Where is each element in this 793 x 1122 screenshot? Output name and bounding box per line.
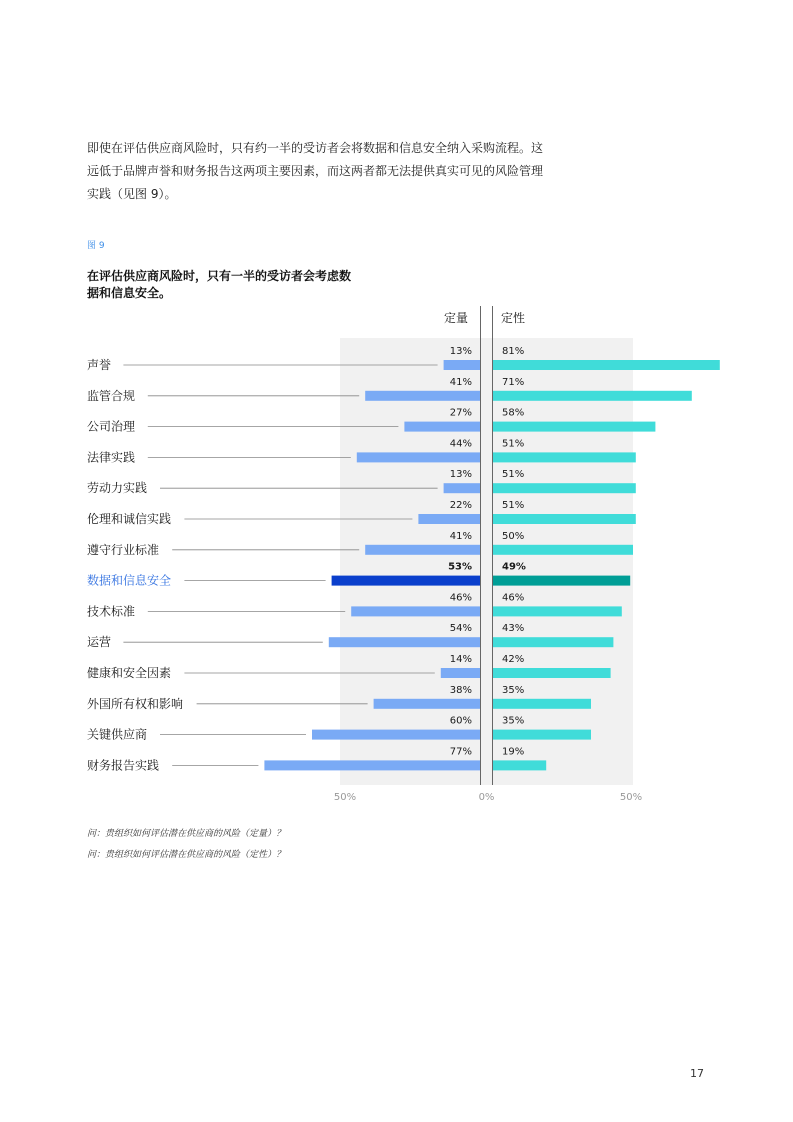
axis-tick-label: 50% [333, 792, 357, 803]
category-label: 法律实践 [87, 450, 136, 465]
question-note-qualitative: 问：贵组织如何评估潜在供应商的风险（定性）？ [87, 850, 286, 860]
axis-tick-label: 0% [478, 792, 495, 803]
value-label-quantitative: 38% [449, 684, 472, 696]
bar-quantitative [357, 452, 480, 462]
value-label-qualitative: 71% [502, 376, 525, 388]
value-label-quantitative: 27% [449, 407, 472, 419]
bar-qualitative [493, 360, 720, 370]
value-label-quantitative: 53% [448, 561, 472, 573]
bar-quantitative [444, 483, 480, 493]
category-label: 劳动力实践 [87, 481, 148, 496]
intro-line: 即使在评估供应商风险时，只有约一半的受访者会将数据和信息安全纳入采购流程。这 [87, 141, 544, 155]
header-quantitative: 定量 [443, 311, 468, 325]
category-label: 运营 [87, 635, 112, 650]
bar-quantitative [365, 391, 480, 401]
value-label-quantitative: 13% [449, 346, 472, 357]
bar-quantitative [312, 730, 480, 740]
bar-quantitative [351, 606, 480, 616]
value-label-quantitative: 14% [449, 654, 472, 665]
value-label-quantitative: 13% [449, 469, 472, 481]
bar-quantitative [444, 360, 480, 370]
value-label-quantitative: 60% [449, 715, 472, 727]
intro-line: 远低于品牌声誉和财务报告这两项主要因素，而这两者都无法提供真实可见的风险管理 [87, 164, 544, 178]
value-label-quantitative: 22% [449, 500, 472, 511]
category-label: 伦理和诚信实践 [87, 512, 172, 526]
value-label-quantitative: 77% [449, 746, 472, 758]
bar-quantitative [441, 668, 480, 678]
bar-qualitative [493, 760, 546, 770]
bar-quantitative [404, 422, 480, 432]
bar-qualitative [493, 452, 636, 462]
bar-quantitative [332, 576, 480, 586]
value-label-qualitative: 58% [502, 407, 525, 419]
value-label-qualitative: 42% [502, 654, 525, 665]
header-qualitative: 定性 [501, 311, 526, 325]
value-label-qualitative: 50% [502, 530, 525, 542]
category-label: 监管合规 [87, 388, 136, 403]
value-label-quantitative: 41% [449, 530, 472, 542]
category-label: 数据和信息安全 [87, 573, 172, 588]
category-label: 遵守行业标准 [87, 542, 160, 557]
category-label: 公司治理 [87, 419, 136, 434]
value-label-qualitative: 46% [502, 592, 525, 604]
value-label-quantitative: 41% [449, 376, 472, 388]
bar-qualitative [493, 422, 655, 432]
value-label-qualitative: 49% [502, 561, 526, 573]
axis-tick-label: 50% [619, 792, 643, 803]
bar-quantitative [264, 760, 480, 770]
value-label-qualitative: 35% [502, 684, 525, 696]
bar-quantitative [418, 514, 480, 524]
category-label: 健康和安全因素 [87, 666, 172, 680]
value-label-qualitative: 51% [502, 469, 525, 481]
value-label-qualitative: 35% [502, 715, 525, 727]
value-label-qualitative: 51% [502, 500, 525, 511]
value-label-qualitative: 81% [502, 346, 525, 357]
figure-label: 图 9 [87, 241, 105, 251]
chart-background-band [340, 338, 633, 785]
bar-qualitative [493, 483, 636, 493]
value-label-quantitative: 54% [449, 623, 472, 635]
bar-qualitative [493, 576, 630, 586]
bar-qualitative [493, 514, 636, 524]
chart-title: 在评估供应商风险时，只有一半的受访者会考虑数据和信息安全。 [87, 269, 352, 300]
category-label: 关键供应商 [87, 727, 148, 742]
bar-qualitative [493, 699, 591, 709]
value-label-quantitative: 44% [449, 438, 472, 450]
category-label: 技术标准 [87, 604, 136, 619]
bar-quantitative [374, 699, 480, 709]
value-label-qualitative: 51% [502, 438, 525, 450]
bar-quantitative [329, 637, 480, 647]
value-label-quantitative: 46% [449, 592, 472, 604]
bar-qualitative [493, 545, 633, 555]
category-label: 财务报告实践 [87, 758, 160, 773]
question-note-quantitative: 问：贵组织如何评估潜在供应商的风险（定量）？ [87, 829, 286, 839]
intro-line: 实践（见图 9）。 [87, 187, 177, 201]
bar-qualitative [493, 668, 611, 678]
value-label-qualitative: 19% [502, 746, 525, 758]
bar-qualitative [493, 391, 692, 401]
bar-qualitative [493, 606, 622, 616]
bar-qualitative [493, 730, 591, 740]
value-label-qualitative: 43% [502, 623, 525, 635]
category-label: 声誉 [87, 358, 112, 372]
category-label: 外国所有权和影响 [87, 696, 184, 711]
bar-quantitative [365, 545, 480, 555]
bar-qualitative [493, 637, 613, 647]
page-number: 17 [690, 1067, 704, 1080]
